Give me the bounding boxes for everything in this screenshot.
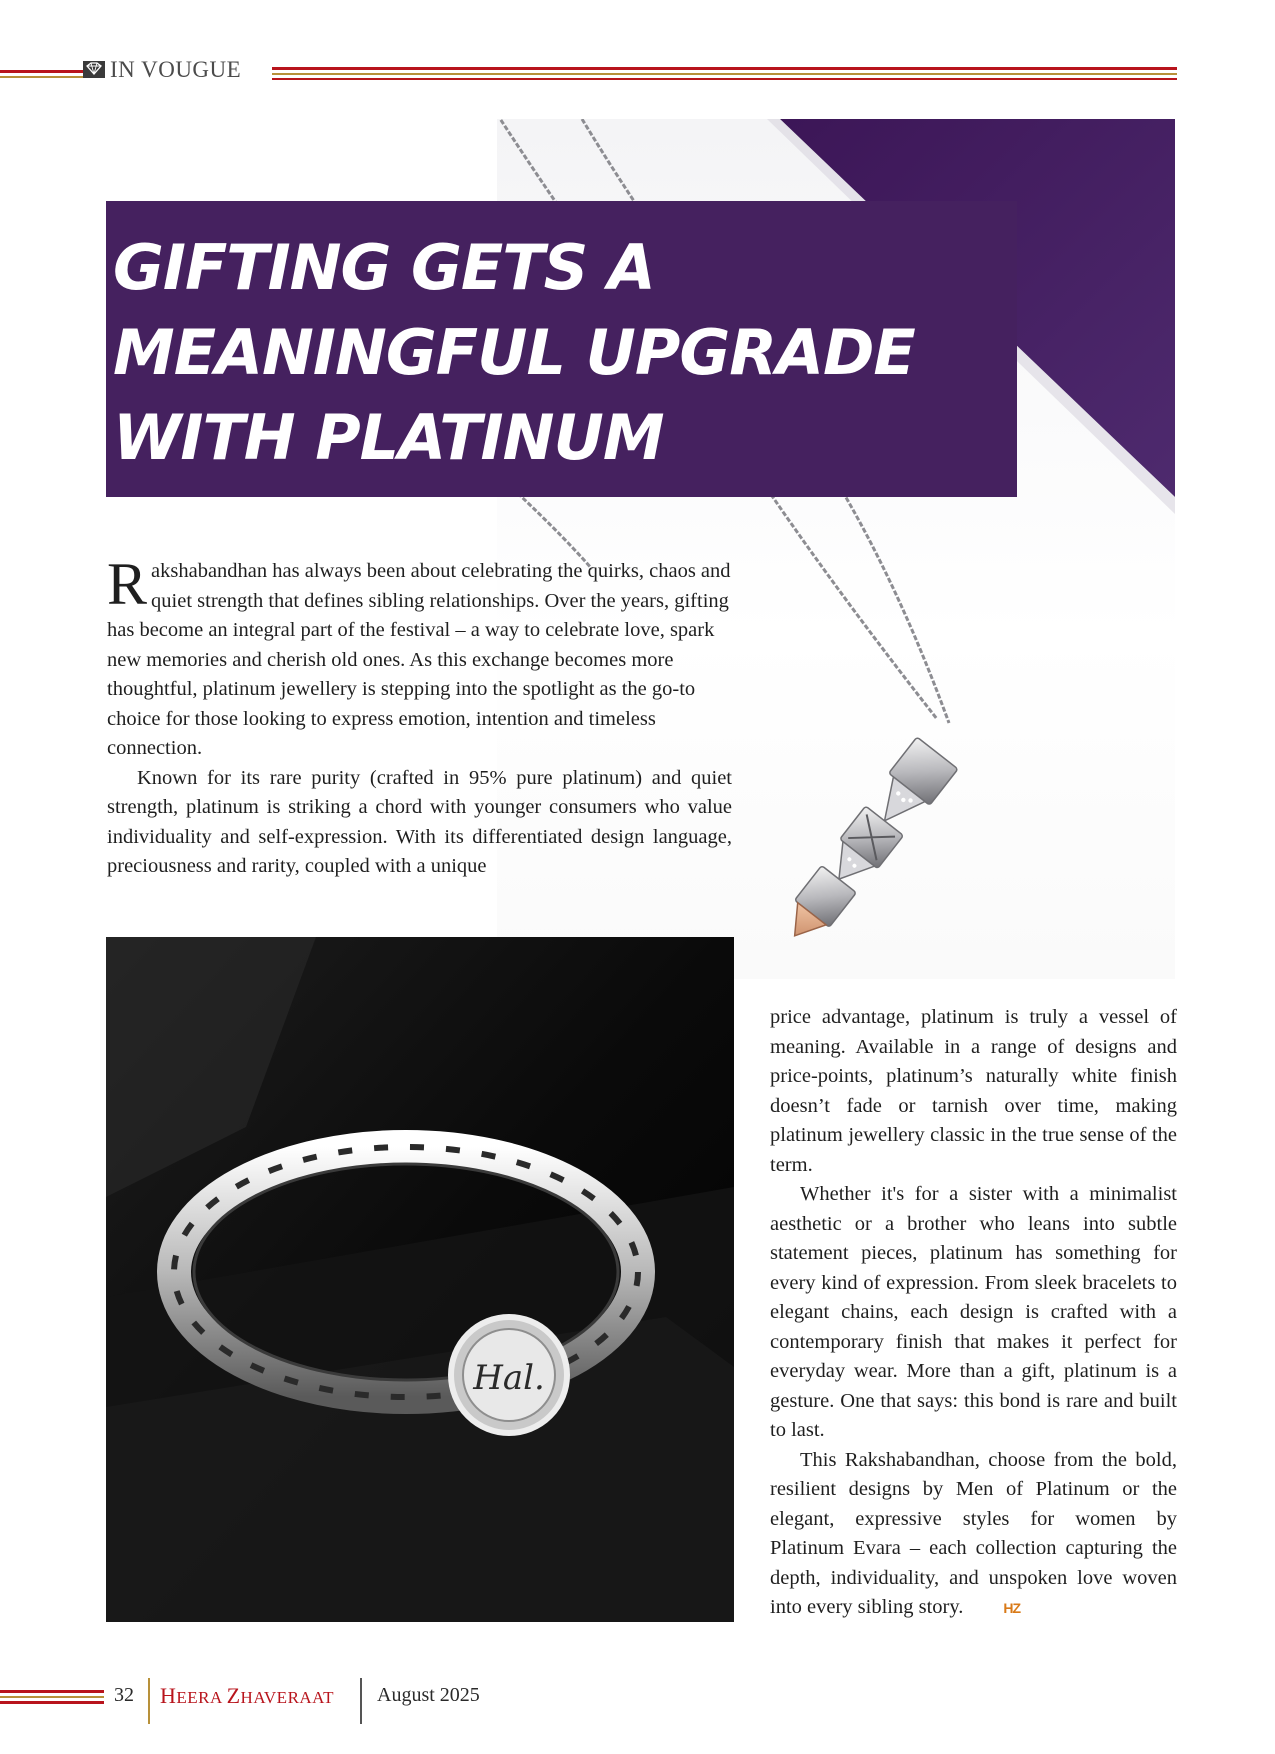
footer-divider-1 xyxy=(148,1678,150,1724)
paragraph-4-text: This Rakshabandhan, choose from the bold, resilient designs by Men of Platinum or the elegant, expressive styles for women by Platinum Evara – each collection capturing the depth, individuality, and unspoken love woven into every sibling story. xyxy=(770,1448,1177,1618)
drop-cap: R xyxy=(107,551,148,617)
article-title xyxy=(113,225,1013,480)
end-mark-logo: HZ xyxy=(1003,1600,1021,1616)
article-paragraph-2-end: price advantage, platinum is truly a vessel of meaning. Available in a range of designs and price-points, platinum’s naturally white finish doesn’t fade or tarnish over time, making platinum jewellery classic in the true sense of the term. xyxy=(770,1006,1177,1176)
title-line-3: WITH PLATINUM xyxy=(113,401,664,474)
magazine-name xyxy=(160,1683,334,1709)
magazine-name-cap-2: Z xyxy=(226,1683,241,1708)
page-number: 32 xyxy=(114,1684,134,1706)
title-line-2: MEANINGFUL UPGRADE xyxy=(113,316,915,389)
article-column-1 xyxy=(107,551,732,882)
magazine-name-rest-2: HAVERAAT xyxy=(240,1688,334,1707)
header-rule-red-right-2 xyxy=(272,78,1177,80)
footer-rule-gold xyxy=(0,1696,104,1698)
section-label: IN VOUGUE xyxy=(110,57,242,82)
bracelet-engraving: Hal. xyxy=(473,1358,545,1398)
issue-date: August 2025 xyxy=(377,1684,480,1706)
header-rule-red-right xyxy=(272,67,1177,70)
header-rule-red-left xyxy=(0,70,96,73)
article-column-2 xyxy=(770,1003,1177,1624)
article-paragraph-1 xyxy=(107,551,732,764)
magazine-name-rest-1: EERA xyxy=(176,1688,227,1707)
diamond-logo-icon xyxy=(83,61,105,78)
footer-rule-red-2 xyxy=(0,1701,104,1704)
article-paragraph-3: Whether it's for a sister with a minimalist aesthetic or a brother who leans into subtle statement pieces, platinum has something for every kind of expression. From sleek bracelets to elegant chains, each design is crafted with a contemporary finish that makes it perfect for everyday wear. More than a gift, platinum is a gesture. One that says: this bond is rare and built to last. xyxy=(770,1183,1177,1441)
article-paragraph-2-start: Known for its rare purity (crafted in 95% pure platinum) and quiet strength, platinum is striking a chord with younger consumers who value individuality and self-expression. With its differentiated design language, preciousness and rarity, coupled with a unique xyxy=(107,766,732,877)
header-rule-gold-left xyxy=(0,76,96,78)
article-paragraph-4 xyxy=(770,1446,1177,1624)
title-line-1: GIFTING GETS A xyxy=(113,231,655,304)
magazine-name-cap-1: H xyxy=(160,1683,177,1708)
header-rule-gold-right xyxy=(272,73,1177,75)
footer-rule-red xyxy=(0,1690,104,1693)
footer-divider-2 xyxy=(360,1678,362,1724)
bracelet-photo xyxy=(106,937,734,1622)
paragraph-1-text: akshabandhan has always been about celebrating the quirks, chaos and quiet strength that defines sibling relationships. Over the years, gifting has become an integral part of the festival – a way to celebrate love, spark new memories and cherish old ones. As this exchange becomes more thoughtful, platinum jewellery is stepping into the spotlight as the go-to choice for those looking to express emotion, intention and timeless connection. xyxy=(107,560,731,759)
